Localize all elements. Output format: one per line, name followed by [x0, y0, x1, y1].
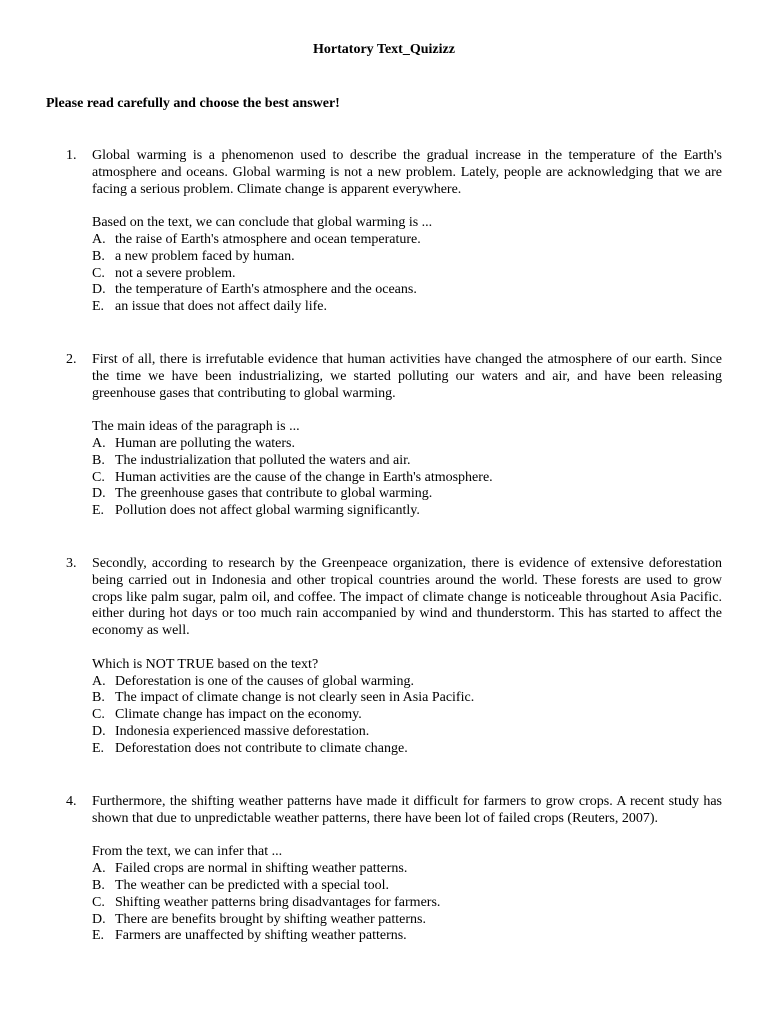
answer-options	[92, 674, 722, 758]
question-passage: Global warming is a phenomenon used to describe the gradual increase in the temperature of the Earth's atmosphere and oceans. Global warming is not a new problem. Lately, people are acknowledging that we are facing a serious problem. Climate change is apparent everywhere.	[92, 148, 722, 197]
answer-option-a[interactable]	[92, 861, 722, 878]
answer-option-e[interactable]	[92, 299, 722, 316]
option-text: Human activities are the cause of the change in Earth's atmosphere.	[115, 469, 493, 485]
answer-option-d[interactable]	[92, 912, 722, 929]
option-letter: A.	[92, 861, 106, 877]
option-text: Pollution does not affect global warming significantly.	[115, 503, 420, 519]
question-3	[66, 556, 722, 758]
question-number: 2.	[66, 352, 77, 367]
option-text: The greenhouse gases that contribute to global warming.	[115, 486, 433, 502]
option-letter: B.	[92, 877, 105, 893]
answer-option-c[interactable]	[92, 895, 722, 912]
option-letter: B.	[92, 690, 105, 706]
answer-option-c[interactable]	[92, 707, 722, 724]
option-text: Indonesia experienced massive deforestation.	[115, 723, 370, 739]
answer-option-a[interactable]	[92, 232, 722, 249]
option-letter: B.	[92, 248, 105, 264]
option-letter: D.	[92, 486, 106, 502]
option-text: Deforestation does not contribute to climate change.	[115, 740, 408, 756]
answer-options	[92, 436, 722, 520]
answer-option-d[interactable]	[92, 486, 722, 503]
answer-option-d[interactable]	[92, 282, 722, 299]
answer-option-c[interactable]	[92, 470, 722, 487]
answer-option-b[interactable]	[92, 878, 722, 895]
instructions: Please read carefully and choose the best answer!	[46, 96, 340, 111]
question-passage: Furthermore, the shifting weather patterns have made it difficult for farmers to grow crops. A recent study has shown that due to unpredictable weather patterns, there have been lot of failed crops (Reuters, 2007).	[92, 794, 722, 826]
option-text: The weather can be predicted with a special tool.	[115, 877, 390, 893]
question-prompt: The main ideas of the paragraph is ...	[92, 419, 300, 435]
question-passage: Secondly, according to research by the Greenpeace organization, there is evidence of extensive deforestation being carried out in Indonesia and other tropical countries around the world. These forests are used to grow crops like palm sugar, palm oil, and coffee. The impact of climate change is noticeable throughout Asia Pacific. either during hot days or too much rain accompanied by wind and thunderstorm. This has started to affect the economy as well.	[92, 556, 722, 639]
option-letter: A.	[92, 673, 106, 689]
page-title: Hortatory Text_Quizizz	[313, 42, 455, 57]
option-letter: E.	[92, 503, 105, 519]
answer-option-a[interactable]	[92, 436, 722, 453]
option-text: the temperature of Earth's atmosphere and the oceans.	[115, 282, 417, 298]
option-letter: D.	[92, 911, 106, 927]
answer-options	[92, 232, 722, 316]
question-prompt: From the text, we can infer that ...	[92, 844, 283, 860]
answer-option-e[interactable]	[92, 503, 722, 520]
question-prompt: Based on the text, we can conclude that global warming is ...	[92, 215, 433, 231]
question-1	[66, 148, 722, 316]
option-letter: C.	[92, 707, 105, 723]
answer-option-d[interactable]	[92, 724, 722, 741]
option-text: The impact of climate change is not clearly seen in Asia Pacific.	[115, 690, 475, 706]
question-4	[66, 794, 722, 945]
answer-option-c[interactable]	[92, 266, 722, 283]
option-letter: A.	[92, 435, 106, 451]
answer-option-e[interactable]	[92, 928, 722, 945]
question-number: 1.	[66, 148, 77, 163]
question-passage: First of all, there is irrefutable evidence that human activities have changed the atmosphere of our earth. Since the time we have been industrializing, we started polluting our waters and air, and have been releasing greenhouse gases that contributing to global warming.	[92, 352, 722, 401]
option-letter: C.	[92, 469, 105, 485]
option-text: not a severe problem.	[115, 265, 236, 281]
answer-option-b[interactable]	[92, 690, 722, 707]
option-text: Human are polluting the waters.	[115, 435, 296, 451]
option-text: Failed crops are normal in shifting weather patterns.	[115, 861, 408, 877]
option-letter: E.	[92, 299, 105, 315]
option-text: Deforestation is one of the causes of global warming.	[115, 673, 414, 689]
option-letter: D.	[92, 282, 106, 298]
option-letter: A.	[92, 231, 106, 247]
option-text: There are benefits brought by shifting weather patterns.	[115, 911, 427, 927]
answer-option-b[interactable]	[92, 453, 722, 470]
question-prompt: Which is NOT TRUE based on the text?	[92, 656, 319, 672]
option-text: a new problem faced by human.	[115, 248, 295, 264]
option-letter: D.	[92, 723, 106, 739]
option-text: The industrialization that polluted the waters and air.	[115, 452, 411, 468]
answer-option-e[interactable]	[92, 741, 722, 758]
option-text: the raise of Earth's atmosphere and ocean temperature.	[115, 231, 421, 247]
option-text: Farmers are unaffected by shifting weather patterns.	[115, 928, 407, 944]
option-text: an issue that does not affect daily life.	[115, 299, 328, 315]
option-text: Shifting weather patterns bring disadvantages for farmers.	[115, 894, 441, 910]
answer-option-b[interactable]	[92, 249, 722, 266]
option-letter: E.	[92, 928, 105, 944]
question-number: 3.	[66, 556, 77, 571]
question-2	[66, 352, 722, 520]
question-number: 4.	[66, 794, 77, 809]
option-letter: E.	[92, 740, 105, 756]
option-letter: C.	[92, 894, 105, 910]
option-text: Climate change has impact on the economy.	[115, 707, 362, 723]
option-letter: B.	[92, 452, 105, 468]
option-letter: C.	[92, 265, 105, 281]
answer-options	[92, 861, 722, 945]
answer-option-a[interactable]	[92, 674, 722, 691]
